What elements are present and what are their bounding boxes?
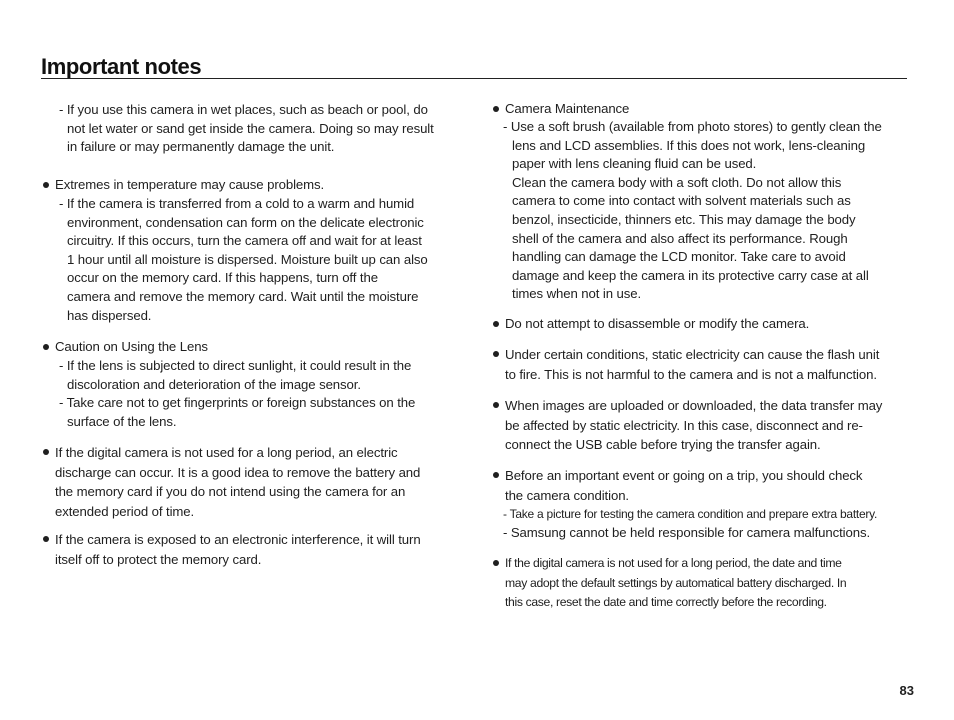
text-line: Under certain conditions, static electricity can cause the flash unit	[505, 347, 880, 362]
text-line: connect the USB cable before trying the transfer again.	[505, 437, 821, 453]
text-line: lens and LCD assemblies. If this does not work, lens-cleaning	[512, 137, 866, 153]
bullet-icon	[493, 321, 499, 327]
right-samsung-responsibility-note	[503, 524, 870, 543]
text-line: be affected by static electricity. In this case, disconnect and re-	[505, 417, 863, 433]
bullet-icon	[493, 560, 499, 566]
right-disassemble-note	[505, 315, 809, 334]
text-line: to fire. This is not harmful to the camera and is not a malfunction.	[505, 366, 877, 382]
text-line: - Take a picture for testing the camera condition and prepare extra battery.	[503, 507, 878, 521]
right-check-condition-note	[505, 466, 862, 505]
text-line: benzol, insecticide, thinners etc. This may damage the body	[512, 211, 856, 227]
left-wet-places-note	[59, 101, 434, 157]
text-line: Caution on Using the Lens	[55, 339, 208, 354]
left-lens-notes	[59, 357, 415, 431]
page-number: 83	[899, 683, 914, 698]
text-line: the memory card if you do not intend using the camera for an	[55, 484, 406, 500]
text-line: handling can damage the LCD monitor. Take care to avoid	[512, 249, 846, 265]
text-line: may adopt the default settings by automatical battery discharged. In	[505, 575, 847, 590]
bullet-icon	[493, 472, 499, 478]
bullet-icon	[43, 182, 49, 188]
text-line: When images are uploaded or downloaded, the data transfer may	[505, 398, 883, 413]
page-title: Important notes	[41, 54, 202, 79]
text-line: has dispersed.	[67, 307, 152, 323]
bullet-icon	[493, 402, 499, 408]
text-line: If the digital camera is not used for a long period, an electric	[55, 445, 398, 460]
text-line: discharge can occur. It is a good idea to remove the battery and	[55, 464, 421, 480]
text-line: times when not in use.	[512, 286, 642, 302]
text-line: not let water or sand get inside the camera. Doing so may result	[67, 120, 434, 136]
text-line: this case, reset the date and time correctly before the recording.	[505, 595, 827, 610]
left-lens-heading	[55, 338, 208, 357]
right-test-picture-note	[503, 505, 877, 525]
text-line: environment, condensation can form on the delicate electronic	[67, 214, 424, 230]
bullet-icon	[493, 106, 499, 112]
text-line: Before an important event or going on a trip, you should check	[505, 468, 863, 483]
right-maintenance-notes	[503, 118, 882, 304]
text-line: discoloration and deterioration of the image sensor.	[67, 376, 361, 392]
bullet-icon	[493, 351, 499, 357]
right-static-flash-note	[505, 345, 879, 384]
text-line: - Take care not to get fingerprints or foreign substances on the	[59, 395, 416, 411]
text-line: shell of the camera and also affect its performance. Rough	[512, 230, 848, 246]
text-line: in failure or may permanently damage the unit.	[67, 139, 335, 155]
left-temperature-heading	[55, 176, 324, 195]
text-line: If the digital camera is not used for a long period, the date and time	[505, 556, 842, 570]
bullet-icon	[43, 536, 49, 542]
left-interference-note	[55, 530, 421, 569]
text-line: If the camera is exposed to an electronic interference, it will turn	[55, 532, 421, 547]
text-line: surface of the lens.	[67, 413, 177, 429]
title-rule	[41, 78, 907, 79]
text-line: - If the camera is transferred from a cold to a warm and humid	[59, 196, 415, 211]
text-line: circuitry. If this occurs, turn the camera off and wait for at least	[67, 233, 422, 249]
text-line: Do not attempt to disassemble or modify the camera.	[505, 316, 810, 331]
text-line: the camera condition.	[505, 487, 629, 503]
right-date-time-note	[505, 554, 846, 613]
left-condensation-note	[59, 195, 428, 325]
right-data-transfer-note	[505, 396, 882, 455]
text-line: - Samsung cannot be held responsible for camera malfunctions.	[503, 525, 871, 540]
text-line: camera to come into contact with solvent materials such as	[512, 193, 851, 209]
text-line: Camera Maintenance	[505, 101, 630, 116]
bullet-icon	[43, 449, 49, 455]
text-line: camera and remove the memory card. Wait until the moisture	[67, 288, 419, 304]
text-line: 1 hour until all moisture is dispersed. Moisture built up can also	[67, 251, 428, 267]
text-line: itself off to protect the memory card.	[55, 551, 262, 567]
text-line: extended period of time.	[55, 503, 195, 519]
text-line: occur on the memory card. If this happens, turn off the	[67, 270, 378, 286]
text-line: - If the lens is subjected to direct sunlight, it could result in the	[59, 358, 412, 373]
text-line: damage and keep the camera in its protective carry case at all	[512, 267, 869, 283]
left-electric-discharge-note	[55, 443, 420, 521]
bullet-icon	[43, 344, 49, 350]
text-line: - If you use this camera in wet places, such as beach or pool, do	[59, 102, 428, 117]
text-line: Extremes in temperature may cause problems.	[55, 177, 325, 192]
text-line: Clean the camera body with a soft cloth. Do not allow this	[512, 174, 842, 190]
right-maintenance-heading	[505, 100, 629, 119]
text-line: - Use a soft brush (available from photo stores) to gently clean the	[503, 119, 882, 134]
text-line: paper with lens cleaning fluid can be used.	[512, 156, 757, 172]
